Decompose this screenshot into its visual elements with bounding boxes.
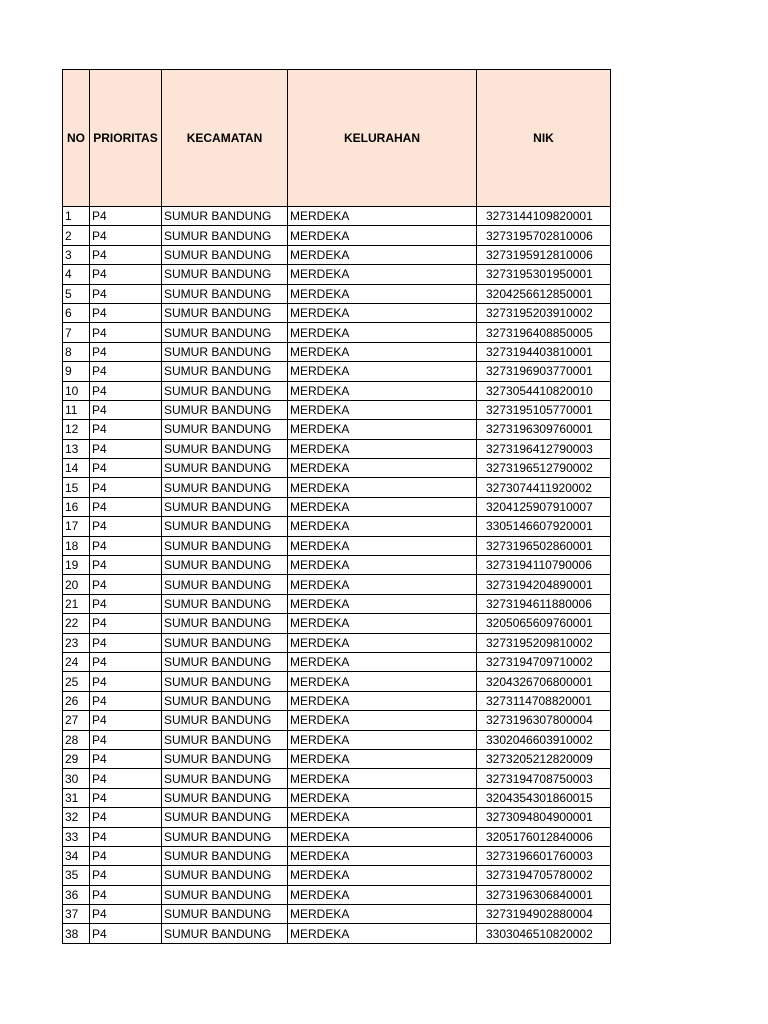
- table-row: [63, 362, 611, 381]
- cell-no: 36: [63, 885, 90, 904]
- cell-kecamatan: SUMUR BANDUNG: [162, 691, 288, 710]
- cell-no: 4: [63, 265, 90, 284]
- cell-nik: 3273114708820001: [477, 691, 611, 710]
- table-row: [63, 711, 611, 730]
- cell-prioritas: P4: [90, 439, 162, 458]
- cell-nik: 3273196306840001: [477, 885, 611, 904]
- cell-no: 20: [63, 575, 90, 594]
- cell-kelurahan: MERDEKA: [288, 594, 477, 613]
- cell-no: 7: [63, 323, 90, 342]
- table-row: [63, 284, 611, 303]
- table-row: [63, 788, 611, 807]
- cell-kecamatan: SUMUR BANDUNG: [162, 342, 288, 361]
- cell-kecamatan: SUMUR BANDUNG: [162, 556, 288, 575]
- cell-prioritas: P4: [90, 614, 162, 633]
- cell-kecamatan: SUMUR BANDUNG: [162, 381, 288, 400]
- cell-kecamatan: SUMUR BANDUNG: [162, 323, 288, 342]
- cell-no: 33: [63, 827, 90, 846]
- cell-kecamatan: SUMUR BANDUNG: [162, 924, 288, 943]
- cell-no: 18: [63, 536, 90, 555]
- cell-nik: 3273195209810002: [477, 633, 611, 652]
- cell-no: 14: [63, 459, 90, 478]
- cell-prioritas: P4: [90, 808, 162, 827]
- cell-no: 26: [63, 691, 90, 710]
- cell-nik: 3273196512790002: [477, 459, 611, 478]
- cell-prioritas: P4: [90, 362, 162, 381]
- cell-kecamatan: SUMUR BANDUNG: [162, 303, 288, 322]
- cell-prioritas: P4: [90, 420, 162, 439]
- cell-kecamatan: SUMUR BANDUNG: [162, 497, 288, 516]
- table-row: [63, 420, 611, 439]
- cell-prioritas: P4: [90, 497, 162, 516]
- cell-kecamatan: SUMUR BANDUNG: [162, 614, 288, 633]
- cell-kelurahan: MERDEKA: [288, 711, 477, 730]
- cell-no: 9: [63, 362, 90, 381]
- table-row: [63, 905, 611, 924]
- table-row: [63, 730, 611, 749]
- table-row: [63, 497, 611, 516]
- cell-no: 5: [63, 284, 90, 303]
- cell-nik: 3273194403810001: [477, 342, 611, 361]
- cell-kelurahan: MERDEKA: [288, 400, 477, 419]
- cell-kelurahan: MERDEKA: [288, 730, 477, 749]
- cell-kecamatan: SUMUR BANDUNG: [162, 226, 288, 245]
- cell-prioritas: P4: [90, 905, 162, 924]
- cell-kecamatan: SUMUR BANDUNG: [162, 905, 288, 924]
- cell-no: 13: [63, 439, 90, 458]
- cell-kelurahan: MERDEKA: [288, 303, 477, 322]
- cell-kelurahan: MERDEKA: [288, 827, 477, 846]
- table-row: [63, 517, 611, 536]
- table-row: [63, 691, 611, 710]
- cell-kelurahan: MERDEKA: [288, 226, 477, 245]
- cell-kecamatan: SUMUR BANDUNG: [162, 769, 288, 788]
- cell-prioritas: P4: [90, 400, 162, 419]
- cell-nik: 3273196408850005: [477, 323, 611, 342]
- cell-kelurahan: MERDEKA: [288, 866, 477, 885]
- cell-kelurahan: MERDEKA: [288, 362, 477, 381]
- table-row: [63, 594, 611, 613]
- cell-no: 12: [63, 420, 90, 439]
- cell-prioritas: P4: [90, 885, 162, 904]
- cell-kecamatan: SUMUR BANDUNG: [162, 362, 288, 381]
- table-row: [63, 827, 611, 846]
- cell-prioritas: P4: [90, 866, 162, 885]
- cell-kecamatan: SUMUR BANDUNG: [162, 885, 288, 904]
- cell-no: 38: [63, 924, 90, 943]
- cell-prioritas: P4: [90, 711, 162, 730]
- table-row: [63, 749, 611, 768]
- cell-kecamatan: SUMUR BANDUNG: [162, 749, 288, 768]
- table-row: [63, 478, 611, 497]
- column-header-kelurahan: KELURAHAN: [288, 70, 477, 207]
- cell-prioritas: P4: [90, 691, 162, 710]
- cell-kecamatan: SUMUR BANDUNG: [162, 866, 288, 885]
- cell-kelurahan: MERDEKA: [288, 808, 477, 827]
- cell-prioritas: P4: [90, 381, 162, 400]
- cell-no: 8: [63, 342, 90, 361]
- table-row: [63, 672, 611, 691]
- cell-prioritas: P4: [90, 633, 162, 652]
- column-header-prioritas: PRIORITAS: [90, 70, 162, 207]
- cell-kecamatan: SUMUR BANDUNG: [162, 265, 288, 284]
- cell-kelurahan: MERDEKA: [288, 691, 477, 710]
- cell-kecamatan: SUMUR BANDUNG: [162, 575, 288, 594]
- cell-no: 29: [63, 749, 90, 768]
- cell-nik: 3273196412790003: [477, 439, 611, 458]
- cell-prioritas: P4: [90, 517, 162, 536]
- cell-no: 19: [63, 556, 90, 575]
- cell-kecamatan: SUMUR BANDUNG: [162, 420, 288, 439]
- cell-no: 21: [63, 594, 90, 613]
- cell-nik: 3204354301860015: [477, 788, 611, 807]
- cell-kelurahan: MERDEKA: [288, 497, 477, 516]
- table-row: [63, 323, 611, 342]
- cell-nik: 3205176012840006: [477, 827, 611, 846]
- cell-nik: 3273144109820001: [477, 207, 611, 226]
- cell-kecamatan: SUMUR BANDUNG: [162, 207, 288, 226]
- cell-no: 35: [63, 866, 90, 885]
- cell-kecamatan: SUMUR BANDUNG: [162, 284, 288, 303]
- cell-kelurahan: MERDEKA: [288, 342, 477, 361]
- cell-nik: 3204125907910007: [477, 497, 611, 516]
- cell-kelurahan: MERDEKA: [288, 749, 477, 768]
- cell-prioritas: P4: [90, 207, 162, 226]
- cell-prioritas: P4: [90, 730, 162, 749]
- table-row: [63, 459, 611, 478]
- cell-prioritas: P4: [90, 594, 162, 613]
- cell-nik: 3273205212820009: [477, 749, 611, 768]
- table-row: [63, 885, 611, 904]
- cell-prioritas: P4: [90, 652, 162, 671]
- cell-prioritas: P4: [90, 265, 162, 284]
- cell-kecamatan: SUMUR BANDUNG: [162, 788, 288, 807]
- cell-kecamatan: SUMUR BANDUNG: [162, 439, 288, 458]
- cell-kelurahan: MERDEKA: [288, 905, 477, 924]
- cell-nik: 3204256612850001: [477, 284, 611, 303]
- cell-prioritas: P4: [90, 769, 162, 788]
- cell-prioritas: P4: [90, 827, 162, 846]
- cell-kecamatan: SUMUR BANDUNG: [162, 711, 288, 730]
- cell-kelurahan: MERDEKA: [288, 245, 477, 264]
- cell-kelurahan: MERDEKA: [288, 924, 477, 943]
- cell-kelurahan: MERDEKA: [288, 788, 477, 807]
- cell-prioritas: P4: [90, 478, 162, 497]
- table-row: [63, 303, 611, 322]
- cell-kecamatan: SUMUR BANDUNG: [162, 478, 288, 497]
- cell-prioritas: P4: [90, 459, 162, 478]
- cell-no: 31: [63, 788, 90, 807]
- table-row: [63, 556, 611, 575]
- cell-nik: 3273094804900001: [477, 808, 611, 827]
- cell-prioritas: P4: [90, 536, 162, 555]
- cell-nik: 3273194204890001: [477, 575, 611, 594]
- column-header-nik: NIK: [477, 70, 611, 207]
- cell-nik: 3273196502860001: [477, 536, 611, 555]
- cell-kecamatan: SUMUR BANDUNG: [162, 672, 288, 691]
- cell-kecamatan: SUMUR BANDUNG: [162, 245, 288, 264]
- table-row: [63, 924, 611, 943]
- cell-kelurahan: MERDEKA: [288, 439, 477, 458]
- cell-kelurahan: MERDEKA: [288, 420, 477, 439]
- cell-no: 16: [63, 497, 90, 516]
- cell-kelurahan: MERDEKA: [288, 478, 477, 497]
- cell-nik: 3273194902880004: [477, 905, 611, 924]
- cell-kelurahan: MERDEKA: [288, 536, 477, 555]
- cell-no: 3: [63, 245, 90, 264]
- cell-no: 32: [63, 808, 90, 827]
- table-row: [63, 226, 611, 245]
- header-row: [63, 70, 611, 207]
- cell-no: 6: [63, 303, 90, 322]
- cell-nik: 3273196307800004: [477, 711, 611, 730]
- cell-nik: 3273196903770001: [477, 362, 611, 381]
- cell-nik: 3273196601760003: [477, 846, 611, 865]
- cell-nik: 3273194611880006: [477, 594, 611, 613]
- cell-nik: 3273054410820010: [477, 381, 611, 400]
- cell-nik: 3273195301950001: [477, 265, 611, 284]
- cell-no: 1: [63, 207, 90, 226]
- table-row: [63, 439, 611, 458]
- cell-kecamatan: SUMUR BANDUNG: [162, 536, 288, 555]
- cell-nik: 3273195105770001: [477, 400, 611, 419]
- cell-kelurahan: MERDEKA: [288, 284, 477, 303]
- table-row: [63, 245, 611, 264]
- cell-nik: 3273074411920002: [477, 478, 611, 497]
- cell-prioritas: P4: [90, 749, 162, 768]
- table-row: [63, 342, 611, 361]
- cell-prioritas: P4: [90, 846, 162, 865]
- cell-kelurahan: MERDEKA: [288, 769, 477, 788]
- cell-no: 25: [63, 672, 90, 691]
- cell-nik: 3273194110790006: [477, 556, 611, 575]
- column-header-no: NO: [63, 70, 90, 207]
- cell-kelurahan: MERDEKA: [288, 614, 477, 633]
- cell-no: 15: [63, 478, 90, 497]
- cell-nik: 3303046510820002: [477, 924, 611, 943]
- cell-kelurahan: MERDEKA: [288, 207, 477, 226]
- cell-no: 23: [63, 633, 90, 652]
- cell-no: 10: [63, 381, 90, 400]
- cell-nik: 3273195203910002: [477, 303, 611, 322]
- cell-kelurahan: MERDEKA: [288, 459, 477, 478]
- cell-prioritas: P4: [90, 323, 162, 342]
- cell-kecamatan: SUMUR BANDUNG: [162, 827, 288, 846]
- cell-kelurahan: MERDEKA: [288, 633, 477, 652]
- cell-nik: 3302046603910002: [477, 730, 611, 749]
- cell-kecamatan: SUMUR BANDUNG: [162, 808, 288, 827]
- table-row: [63, 575, 611, 594]
- cell-kecamatan: SUMUR BANDUNG: [162, 633, 288, 652]
- column-header-kecamatan: KECAMATAN: [162, 70, 288, 207]
- cell-kecamatan: SUMUR BANDUNG: [162, 652, 288, 671]
- cell-no: 22: [63, 614, 90, 633]
- cell-nik: 3305146607920001: [477, 517, 611, 536]
- cell-prioritas: P4: [90, 788, 162, 807]
- cell-nik: 3273194705780002: [477, 866, 611, 885]
- cell-no: 34: [63, 846, 90, 865]
- table-body: [63, 207, 611, 944]
- cell-nik: 3273194709710002: [477, 652, 611, 671]
- cell-no: 30: [63, 769, 90, 788]
- cell-kelurahan: MERDEKA: [288, 517, 477, 536]
- table-row: [63, 400, 611, 419]
- cell-no: 24: [63, 652, 90, 671]
- cell-nik: 3204326706800001: [477, 672, 611, 691]
- cell-kelurahan: MERDEKA: [288, 885, 477, 904]
- cell-no: 37: [63, 905, 90, 924]
- cell-no: 2: [63, 226, 90, 245]
- cell-kelurahan: MERDEKA: [288, 652, 477, 671]
- table-row: [63, 846, 611, 865]
- table-row: [63, 769, 611, 788]
- table-row: [63, 652, 611, 671]
- cell-prioritas: P4: [90, 672, 162, 691]
- cell-kelurahan: MERDEKA: [288, 323, 477, 342]
- cell-nik: 3273194708750003: [477, 769, 611, 788]
- table-row: [63, 381, 611, 400]
- cell-prioritas: P4: [90, 575, 162, 594]
- cell-nik: 3273195702810006: [477, 226, 611, 245]
- table-row: [63, 808, 611, 827]
- cell-prioritas: P4: [90, 342, 162, 361]
- cell-prioritas: P4: [90, 556, 162, 575]
- cell-kecamatan: SUMUR BANDUNG: [162, 517, 288, 536]
- cell-no: 28: [63, 730, 90, 749]
- table-row: [63, 265, 611, 284]
- cell-kelurahan: MERDEKA: [288, 846, 477, 865]
- cell-kelurahan: MERDEKA: [288, 381, 477, 400]
- cell-no: 27: [63, 711, 90, 730]
- cell-prioritas: P4: [90, 303, 162, 322]
- cell-kelurahan: MERDEKA: [288, 556, 477, 575]
- cell-kelurahan: MERDEKA: [288, 575, 477, 594]
- cell-kelurahan: MERDEKA: [288, 265, 477, 284]
- cell-kecamatan: SUMUR BANDUNG: [162, 594, 288, 613]
- cell-prioritas: P4: [90, 245, 162, 264]
- cell-kecamatan: SUMUR BANDUNG: [162, 730, 288, 749]
- cell-prioritas: P4: [90, 284, 162, 303]
- table-row: [63, 207, 611, 226]
- cell-prioritas: P4: [90, 226, 162, 245]
- cell-nik: 3273196309760001: [477, 420, 611, 439]
- cell-no: 11: [63, 400, 90, 419]
- cell-kecamatan: SUMUR BANDUNG: [162, 846, 288, 865]
- cell-kelurahan: MERDEKA: [288, 672, 477, 691]
- table-row: [63, 536, 611, 555]
- table-row: [63, 866, 611, 885]
- data-table: [62, 69, 611, 944]
- cell-kecamatan: SUMUR BANDUNG: [162, 459, 288, 478]
- cell-nik: 3273195912810006: [477, 245, 611, 264]
- cell-nik: 3205065609760001: [477, 614, 611, 633]
- table-row: [63, 614, 611, 633]
- cell-kecamatan: SUMUR BANDUNG: [162, 400, 288, 419]
- cell-prioritas: P4: [90, 924, 162, 943]
- table-row: [63, 633, 611, 652]
- table-header: [63, 70, 611, 207]
- cell-no: 17: [63, 517, 90, 536]
